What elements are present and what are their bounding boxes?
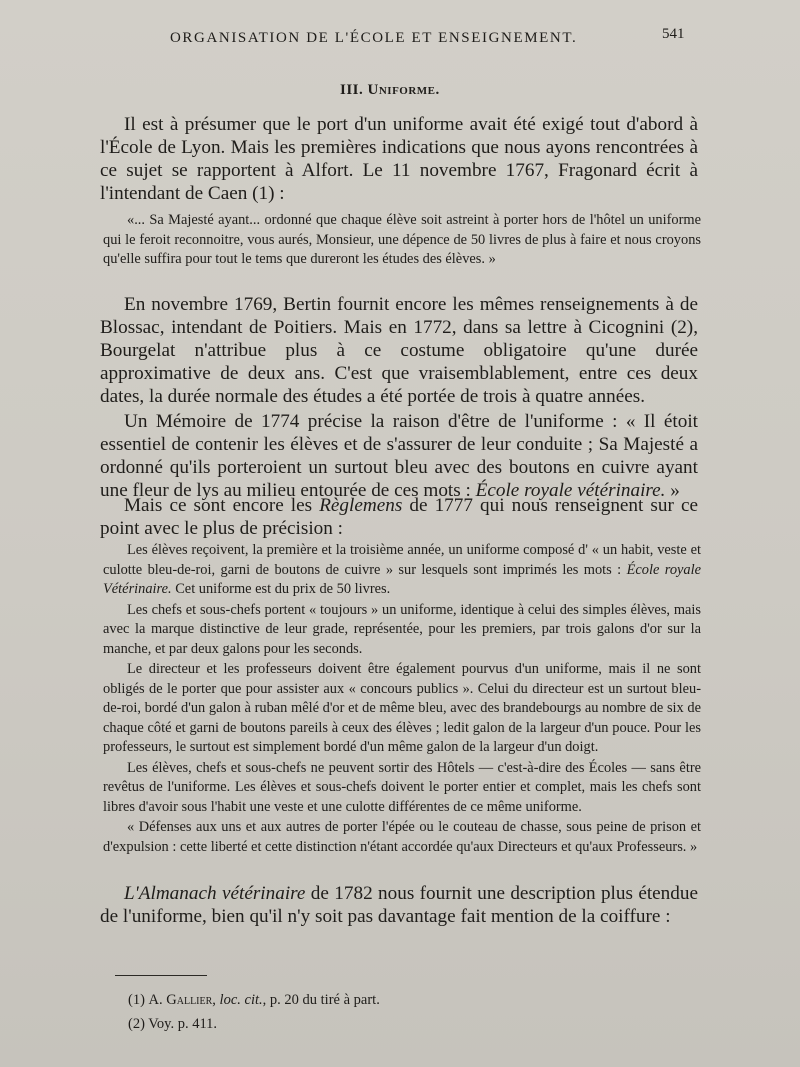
paragraph-1	[100, 113, 698, 205]
paragraph-text	[100, 494, 698, 540]
text-run: de 1777 qui nous renseignent sur ce point avec le plus de précision :	[100, 495, 698, 539]
paragraph-3	[100, 410, 698, 502]
text-run: »	[665, 480, 680, 501]
quotation-paragraph: Les chefs et sous-chefs portent « toujours » un uniforme, identique à celui des simples élèves, mais avec la marque distinctive de leur grade, représentée, pour les premiers, par trois galons d'or sur la manche, et par deux galons pour les seconds.	[103, 601, 701, 657]
footnote-italic: loc. cit.	[219, 992, 263, 1008]
paragraph-text	[100, 410, 698, 502]
footnote-text: , p. 20 du tiré à part.	[262, 992, 380, 1008]
quotation-text: «... Sa Majesté ayant... ordonné que chaque élève soit astreint à porter hors de l'hôtel un uniforme qui le feroit reconnoitre, vous aurés, Monsieur, une dépence de 50 livres de plus à faire et nous croyons qu'elle suffira pour tout le tems que dureront les études des élèves. »	[103, 212, 701, 267]
text-run: Cet uniforme est du prix de 50 livres.	[171, 581, 391, 597]
text-run: Un Mémoire de 1774 précise la raison d'être de l'uniforme : « Il étoit essentiel de contenir les élèves et de s'assurer de leur conduite ; Sa Majesté a ordonné qu'ils porteroient un surtout bleu avec des boutons en cuivre ayant une fleur de lys au milieu entourée de ces mots :	[100, 411, 698, 501]
footnote-author: A. Gallier,	[148, 992, 216, 1008]
italic-run: Règlemens	[319, 495, 403, 516]
paragraph-5	[100, 882, 698, 928]
footnotes	[128, 988, 380, 1036]
paragraph-4	[100, 494, 698, 540]
text-run: Mais ce sont encore les	[124, 495, 320, 516]
footnote-marker: (1)	[128, 992, 145, 1008]
paragraph-2	[100, 293, 698, 408]
footnote-text: Voy. p. 411.	[148, 1016, 218, 1032]
quotation-fragonard	[103, 211, 701, 270]
quotation-paragraph: Les élèves, chefs et sous-chefs ne peuvent sortir des Hôtels — c'est-à-dire des Écoles — sans être revêtus de l'uniforme. Les élèves et sous-chefs doivent le porter entier et complet, mais les chefs sont libres d'avoir sous l'habit une veste et une culotte différentes de ce même uniforme.	[103, 759, 701, 815]
paragraph-text: En novembre 1769, Bertin fournit encore les mêmes renseignements à de Blossac, intendant de Poitiers. Mais en 1772, dans sa lettre à Cicognini (2), Bourgelat n'attribue plus à ce costume obligatoire qu'une durée approximative de deux ans. C'est que vraisemblablement, entre ces deux dates, la durée normale des études a été portée de trois à quatre années.	[100, 294, 698, 407]
footnote-divider	[115, 975, 207, 976]
text-run: de 1782 nous fournit une description plus étendue de l'uniforme, bien qu'il n'y soit pas davantage fait mention de la coiffure :	[100, 883, 698, 927]
section-number: III.	[340, 82, 364, 98]
quotation-paragraph	[103, 541, 701, 600]
section-title-text: Uniforme.	[367, 82, 440, 98]
italic-run: École royale Vétérinaire.	[103, 561, 701, 597]
paragraph-text: Il est à présumer que le port d'un uniforme avait été exigé tout d'abord à l'École de Lyon. Mais les premières indications que nous ayons rencontrées à ce sujet se rapportent à Alfort. Le 11 novembre 1767, Fragonard écrit à l'intendant de Caen (1) :	[100, 114, 698, 204]
italic-run: École royale vétérinaire.	[475, 480, 666, 501]
running-title: ORGANISATION DE L'ÉCOLE ET ENSEIGNEMENT.	[170, 30, 578, 46]
section-title	[340, 82, 440, 99]
quotation-paragraph: « Défenses aux uns et aux autres de porter l'épée ou le couteau de chasse, sous peine de prison et d'expulsion : cette liberté et cette distinction n'étant accordée qu'aux Directeurs et qu'aux Professeurs. »	[103, 819, 701, 855]
page-number: 541	[662, 26, 685, 42]
quotation-paragraph: Le directeur et les professeurs doivent être également pourvus d'un uniforme, mais il ne sont obligés de le porter que pour assister aux « concours publics ». Celui du directeur est un surtout bleu-de-roi, bordé d'un galon à ruban mêlé d'or et de même bleu, avec des brandebourgs au nombre de six de chaque côté et garni de boutons pareils à ceux des élèves ; ledit galon de la largeur d'un pouce. Pour les professeurs, le surtout est simplement bordé d'un même galon de la largeur d'un doigt.	[103, 661, 701, 755]
paragraph-text	[100, 882, 698, 928]
footnote-marker: (2)	[128, 1016, 145, 1032]
quotation-reglemens	[103, 541, 701, 857]
text-run: Les élèves reçoivent, la première et la troisième année, un uniforme composé d' « un habit, veste et culotte bleu-de-roi, garni de boutons de cuivre » sur lesquels sont imprimés les mots :	[103, 542, 701, 578]
italic-run: L'Almanach vétérinaire	[124, 883, 306, 904]
footnote-1	[128, 988, 380, 1012]
footnote-2	[128, 1012, 380, 1036]
